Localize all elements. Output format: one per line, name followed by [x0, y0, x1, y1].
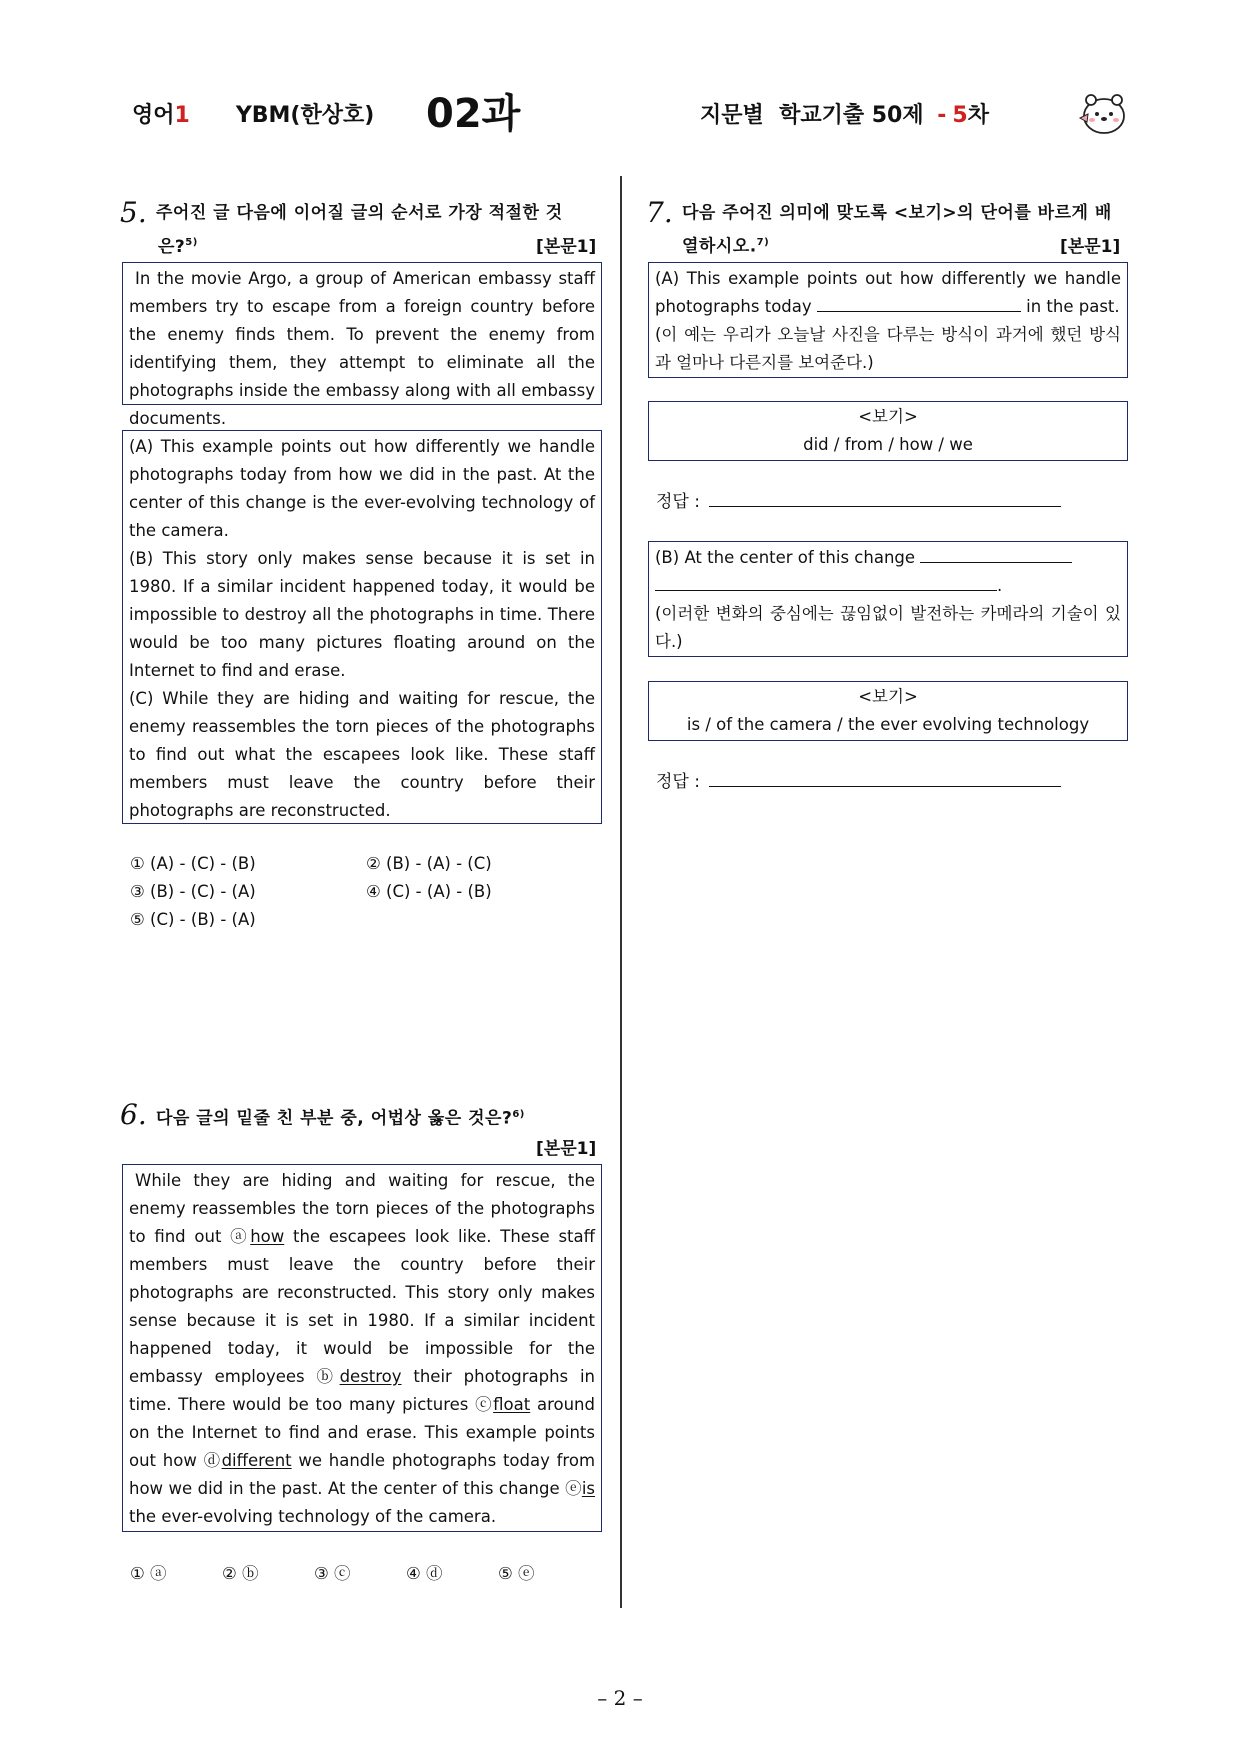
q7-a-bogi-words: did / from / how / we: [803, 435, 973, 454]
q5-choice[interactable]: ③ (B) - (C) - (A): [130, 882, 256, 901]
q6-choice[interactable]: ① ⓐ: [130, 1564, 167, 1583]
q5-prompt: 주어진 글 다음에 이어질 글의 순서로 가장 적절한 것 은?$^{5)}$: [156, 203, 563, 257]
header-publisher: YBM(한상호): [235, 103, 375, 128]
q5-choice[interactable]: ④ (C) - (A) - (B): [366, 882, 492, 901]
q5-paragraphs-box: [122, 430, 602, 824]
q7-source-tag: [본문1]: [1060, 237, 1121, 257]
q7-b-translation: (이러한 변화의 중심에는 끊임없이 발전하는 카메라의 기술이 있다.): [655, 604, 1121, 651]
q6-choice[interactable]: ② ⓑ: [222, 1564, 259, 1583]
header-subject: 영어1 YBM(한상호): [132, 103, 375, 128]
q6-source-tag: [본문1]: [536, 1139, 597, 1159]
q7-b-blank-2[interactable]: [655, 572, 997, 591]
underline-e: is: [581, 1479, 596, 1498]
underline-b: destroy: [339, 1367, 402, 1386]
header-grade: 1: [174, 103, 190, 128]
page-number: – 2 –: [597, 1686, 643, 1710]
q7-b-bogi-box: <보기> is / of the camera / the ever evolving technology: [648, 681, 1128, 741]
q5-paragraph-c: (C) While they are hiding and waiting for rescue, the enemy reassembles the torn pieces of the photographs to find out what the escapees look like. These staff members must leave the country before their photographs are reconstructed.: [129, 689, 595, 820]
q7-a-answer: 정답 :: [656, 487, 1061, 512]
q7-a-translation: (이 예는 우리가 오늘날 사진을 다루는 방식이 과거에 했던 방식과 얼마나 다른지를 보여준다.): [655, 325, 1121, 372]
q5-paragraph-a: (A) This example points out how differently we handle photographs today from how we did in the past. At the center of this change is the ever-evolving technology of the camera.: [129, 437, 595, 540]
q5-choice[interactable]: ① (A) - (C) - (B): [130, 854, 256, 873]
q7-b-answer: 정답 :: [656, 767, 1061, 792]
q5-choice[interactable]: ② (B) - (A) - (C): [366, 854, 492, 873]
q5-paragraph-b: (B) This story only makes sense because it is set in 1980. If a similar incident happened today, it would be impossible to destroy all the photographs in time. There would be too many pictures floating around on the Internet to find and erase.: [129, 549, 595, 680]
q7-b-box: (B) At the center of this change . (이러한 변화의 중심에는 끊임없이 발전하는 카메라의 기술이 있다.): [648, 541, 1128, 657]
mascot-icon: [1078, 88, 1130, 140]
q7-a-answer-blank[interactable]: [709, 488, 1061, 507]
q7-a-blank[interactable]: [817, 293, 1021, 312]
column-divider: [620, 176, 622, 1608]
underline-c: float: [493, 1395, 531, 1414]
q5-choice[interactable]: ⑤ (C) - (B) - (A): [130, 910, 256, 929]
q6-passage-box: While they are hiding and waiting for rescue, the enemy reassembles the torn pieces of the photographs to find out ⓐhow the escapees look like. These staff members must leave the country before their photographs are reconstructed. This story only makes sense because it is set in 1980. If a similar incident happened today, it would be impossible for the embassy employees ⓑdestroy their photographs in time. There would be too many pictures ⓒfloat around on the Internet to find and erase. This example points out how ⓓdifferent we handle photographs today from how we did in the past. At the center of this change ⓔis the ever-evolving technology of the camera.: [122, 1164, 602, 1532]
q7-a-bogi-box: <보기> did / from / how / we: [648, 401, 1128, 461]
q6-prompt: 다음 글의 밑줄 친 부분 중, 어법상 옳은 것은?$^{6)}$: [156, 1108, 525, 1129]
q7-b-bogi-words: is / of the camera / the ever evolving technology: [686, 715, 1090, 734]
q7-prompt: 다음 주어진 의미에 맞도록 <보기>의 단어를 바르게 배 열하시오.$^{7)}$: [682, 203, 1112, 257]
header-series: 지문별 학교기출 50제 - 5차: [700, 103, 989, 128]
q5-source-tag: [본문1]: [536, 237, 597, 257]
q7-b-answer-blank[interactable]: [709, 768, 1061, 787]
q6-number: 6.: [120, 1098, 147, 1131]
q6-choice[interactable]: ③ ⓒ: [314, 1564, 351, 1583]
q7-a-box: (A) This example points out how differently we handle photographs today in the past. (이 예는 우리가 오늘날 사진을 다루는 방식이 과거에 했던 방식과 얼마나 다른지를 보여준다.): [648, 262, 1128, 378]
underline-d: different: [221, 1451, 292, 1470]
q7-b-blank[interactable]: [920, 544, 1072, 563]
q5-number: 5.: [120, 196, 147, 229]
q6-choice[interactable]: ④ ⓓ: [406, 1564, 443, 1583]
underline-a: how: [250, 1227, 285, 1246]
q6-choice[interactable]: ⑤ ⓔ: [498, 1564, 535, 1583]
q5-intro-box: In the movie Argo, a group of American embassy staff members try to escape from a foreign country before the enemy finds them. To prevent the enemy from identifying them, they attempt to eliminate all the photographs inside the embassy along with all embassy documents.: [122, 262, 602, 405]
q7-number: 7.: [646, 196, 673, 229]
header-lesson: 02과: [426, 91, 521, 137]
